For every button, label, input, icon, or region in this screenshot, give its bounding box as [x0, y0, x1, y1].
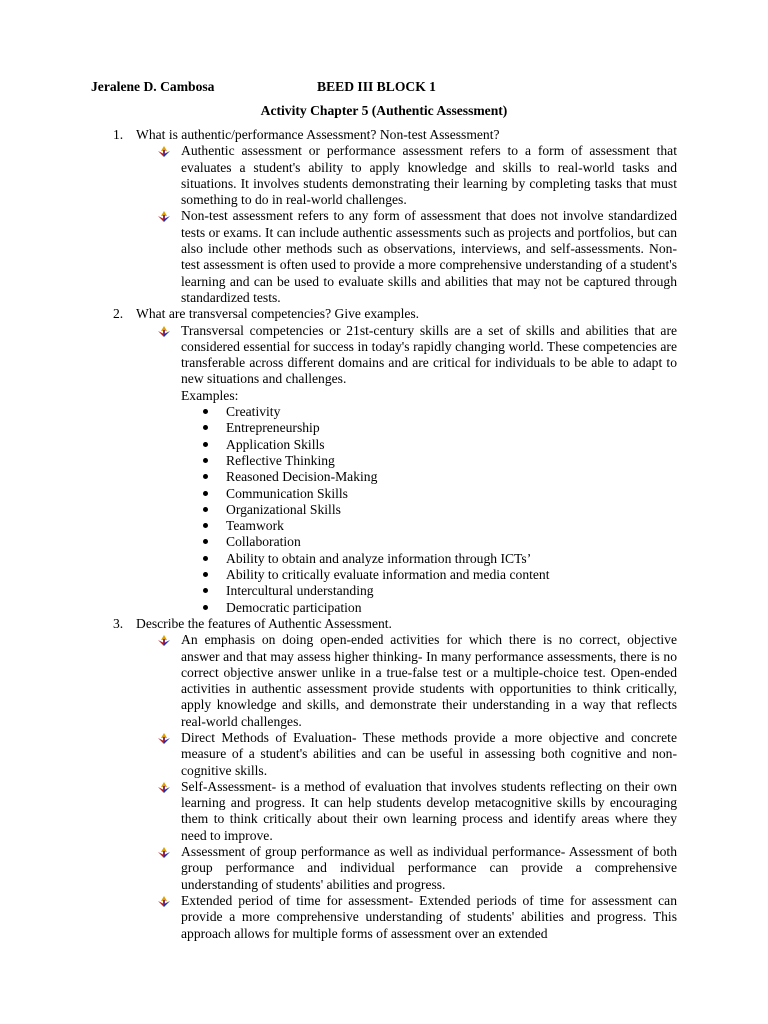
example-item	[0, 583, 768, 599]
question-number: 1.	[113, 127, 124, 142]
arrow-bullet-icon	[158, 733, 170, 744]
example-item	[0, 437, 768, 453]
example-text: Entrepreneurship	[226, 420, 320, 436]
bullet-dot-icon	[203, 458, 208, 463]
bullet-dot-icon	[203, 425, 208, 430]
example-text: Ability to obtain and analyze information through ICTs’	[226, 550, 532, 566]
page-title: Activity Chapter 5 (Authentic Assessment)	[260, 103, 508, 118]
example-item	[0, 502, 768, 518]
example-item	[0, 567, 768, 583]
bullet-dot-icon	[203, 507, 208, 512]
example-text: Organizational Skills	[226, 501, 341, 517]
question-number: 3.	[113, 615, 124, 631]
answer-item	[0, 730, 677, 779]
example-text: Reflective Thinking	[226, 452, 335, 468]
example-item	[0, 600, 768, 616]
example-item	[0, 518, 768, 534]
example-item	[0, 469, 768, 485]
answer-item	[0, 844, 677, 893]
example-text: Teamwork	[226, 518, 284, 534]
bullet-dot-icon	[203, 572, 208, 577]
bullet-dot-icon	[203, 556, 208, 561]
question-text: What are transversal competencies? Give examples.	[136, 306, 420, 322]
document-body	[0, 127, 768, 942]
bullet-dot-icon	[203, 605, 208, 610]
example-item	[0, 420, 768, 436]
question-3	[0, 616, 677, 632]
example-item	[0, 486, 768, 502]
arrow-bullet-icon	[158, 896, 170, 907]
bullet-dot-icon	[203, 442, 208, 447]
example-text: Intercultural understanding	[226, 583, 374, 599]
answer-item	[0, 632, 677, 730]
question-text: Describe the features of Authentic Assessment.	[136, 615, 392, 631]
student-name: Jeralene D. Cambosa	[91, 79, 215, 94]
student-section: BEED III BLOCK 1	[317, 79, 436, 94]
arrow-bullet-icon	[158, 782, 170, 793]
bullet-dot-icon	[203, 588, 208, 593]
answer-text: Self-Assessment- is a method of evaluation that involves students reflecting on their own learning and progress. It can help students develop metacognitive skills by encouraging them to think critically about their own learning process and identify areas where they need to improve.	[181, 778, 677, 843]
answer-item	[0, 323, 677, 388]
question-1	[0, 127, 677, 143]
arrow-bullet-icon	[158, 635, 170, 646]
arrow-bullet-icon	[158, 211, 170, 222]
arrow-bullet-icon	[158, 146, 170, 157]
answer-text: Transversal competencies or 21st-century skills are a set of skills and abilities that are considered essential for success in today's rapidly changing world. These competencies are transferable across different domains and are critical for individuals to be able to adapt to new situations and challenges.	[181, 322, 677, 387]
answer-text: Extended period of time for assessment- Extended periods of time for assessment can provide a more comprehensive understanding of students' abilities and progress. This approach allows for multiple forms of assessment over an extended	[181, 892, 677, 941]
example-text: Democratic participation	[226, 599, 362, 615]
answer-item	[0, 208, 677, 306]
answer-text: Assessment of group performance as well as individual performance- Assessment of both group performance and individual performance can provide a comprehensive understanding of students' abilities and progress.	[181, 844, 677, 892]
arrow-bullet-icon	[158, 326, 170, 337]
example-item	[0, 404, 768, 420]
bullet-dot-icon	[203, 409, 208, 414]
example-item	[0, 453, 768, 469]
example-text: Creativity	[226, 404, 281, 420]
answer-text: Direct Methods of Evaluation- These methods provide a more objective and concrete measure of a student's abilities and can be useful in assessing both cognitive and non-cognitive skills.	[181, 729, 677, 778]
bullet-dot-icon	[203, 491, 208, 496]
answer-item	[0, 779, 677, 844]
example-text: Ability to critically evaluate information and media content	[226, 567, 550, 583]
bullet-dot-icon	[203, 539, 208, 544]
question-text: What is authentic/performance Assessment? Non-test Assessment?	[136, 127, 500, 142]
examples-label: Examples:	[181, 387, 239, 403]
answer-text: Non-test assessment refers to any form of assessment that does not involve standardized tests or exams. It can include authentic assessments such as projects and portfolios, but can also include other methods such as observations, interviews, and self-assessments. Non-test assessment is often used to provide a more comprehensive understanding of a student's learning and can be used to evaluate skills and abilities that may not be captured through standardized tests.	[181, 208, 677, 305]
example-item	[0, 534, 768, 550]
example-text: Reasoned Decision-Making	[226, 469, 378, 485]
answer-text: Authentic assessment or performance assessment refers to a form of assessment that evaluates a student's ability to apply knowledge and skills to real-world tasks and situations. It involves students demonstrating their learning by completing tasks that must something to do in real-world challenges.	[181, 143, 677, 208]
example-text: Application Skills	[226, 436, 325, 452]
arrow-bullet-icon	[158, 847, 170, 858]
question-number: 2.	[113, 306, 124, 322]
example-text: Collaboration	[226, 534, 301, 550]
example-text: Communication Skills	[226, 485, 348, 501]
example-item	[0, 551, 768, 567]
answer-text: An emphasis on doing open-ended activities for which there is no correct, objective answer and that may assess higher thinking- In many performance assessments, there is no correct objective answer unlike in a true-false test or a multiple-choice test. Open-ended activities in authentic assessment provide students with opportunities to think critically, apply knowledge and skills, and demonstrate their understanding in a way that reflects real-world challenges.	[181, 632, 677, 729]
question-2	[0, 306, 677, 322]
bullet-dot-icon	[203, 474, 208, 479]
answer-item	[0, 893, 677, 942]
answer-item	[0, 143, 677, 208]
bullet-dot-icon	[203, 523, 208, 528]
